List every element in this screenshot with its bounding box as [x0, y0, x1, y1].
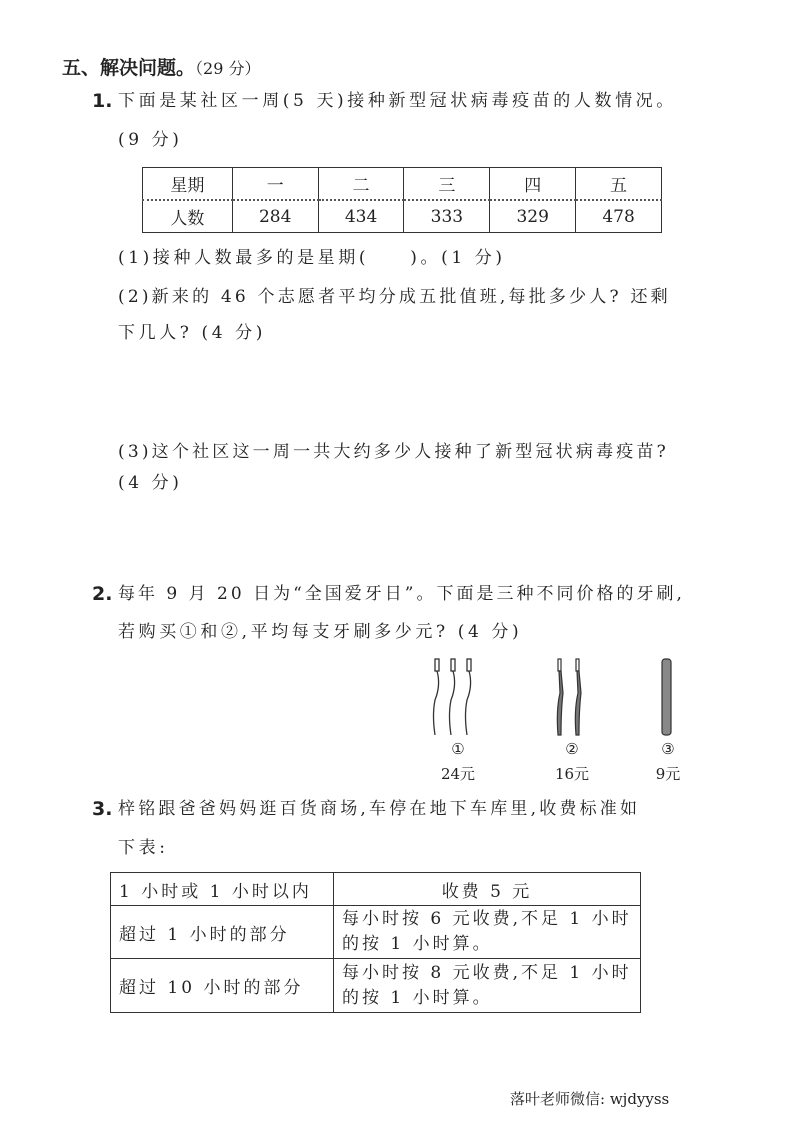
table-cell: 478	[576, 200, 662, 233]
q2-line1: 每年 9 月 20 日为“全国爱牙日”。下面是三种不同价格的牙刷,	[118, 584, 685, 604]
table-cell: 434	[318, 200, 404, 233]
table-cell: 超过 10 小时的部分	[111, 959, 334, 1013]
section-points: （29 分）	[195, 59, 261, 78]
q1-points: (9 分)	[118, 130, 183, 150]
section-title-text: 五、解决问题。	[62, 57, 196, 79]
q1-sub1: (1)接种人数最多的是星期( )。(1 分)	[118, 248, 506, 268]
parking-fee-table	[110, 872, 641, 1013]
table-cell: 星期	[143, 168, 233, 201]
table-cell: 284	[232, 200, 318, 233]
q1-sub3-line1: (3)这个社区这一周一共大约多少人接种了新型冠状病毒疫苗?	[118, 442, 669, 462]
vaccination-table	[142, 167, 662, 233]
toothbrush-2-icon	[548, 655, 593, 740]
toothbrush-2-label: ②	[565, 740, 579, 758]
section-title	[62, 53, 260, 80]
toothbrush-1-price: 24元	[440, 765, 476, 783]
table-cell: 四	[490, 168, 576, 201]
q1-sub3-line2: (4 分)	[118, 473, 183, 493]
table-cell: 329	[490, 200, 576, 233]
table-cell: 每小时按 6 元收费,不足 1 小时的按 1 小时算。	[334, 906, 641, 959]
q3-number: 3.	[92, 798, 113, 820]
table-cell: 超过 1 小时的部分	[111, 906, 334, 959]
toothbrush-1-label: ①	[451, 740, 465, 758]
table-cell: 一	[232, 168, 318, 201]
toothbrush-3-label: ③	[661, 740, 675, 758]
table-cell: 二	[318, 168, 404, 201]
table-cell: 人数	[143, 200, 233, 233]
q1-sub2-line1: (2)新来的 46 个志愿者平均分成五批值班,每批多少人? 还剩	[118, 287, 671, 307]
table-cell: 333	[404, 200, 490, 233]
table-cell: 1 小时或 1 小时以内	[111, 873, 334, 906]
q2-number: 2.	[92, 583, 113, 605]
table-row	[111, 873, 641, 906]
q3-line2: 下表:	[118, 838, 169, 858]
q1-sub2-line2: 下几人? (4 分)	[118, 323, 267, 343]
footer-watermark: 落叶老师微信: wjdyyss	[510, 1090, 670, 1108]
toothbrush-3-icon	[655, 655, 680, 740]
table-row	[111, 906, 641, 959]
table-row	[111, 959, 641, 1013]
table-cell: 五	[576, 168, 662, 201]
q2-line2: 若购买①和②,平均每支牙刷多少元? (4 分)	[118, 622, 523, 642]
table-row	[143, 200, 662, 233]
table-row-header	[143, 168, 662, 201]
q3-line1: 梓铭跟爸爸妈妈逛百货商场,车停在地下车库里,收费标准如	[118, 799, 641, 819]
table-cell: 三	[404, 168, 490, 201]
q1-text: 下面是某社区一周(5 天)接种新型冠状病毒疫苗的人数情况。	[118, 91, 677, 111]
toothbrush-3-price: 9元	[655, 765, 681, 783]
toothbrush-1-icon	[425, 655, 495, 740]
table-cell: 每小时按 8 元收费,不足 1 小时的按 1 小时算。	[334, 959, 641, 1013]
toothbrush-2-price: 16元	[554, 765, 590, 783]
table-cell: 收费 5 元	[334, 873, 641, 906]
q1-number: 1.	[92, 90, 113, 112]
